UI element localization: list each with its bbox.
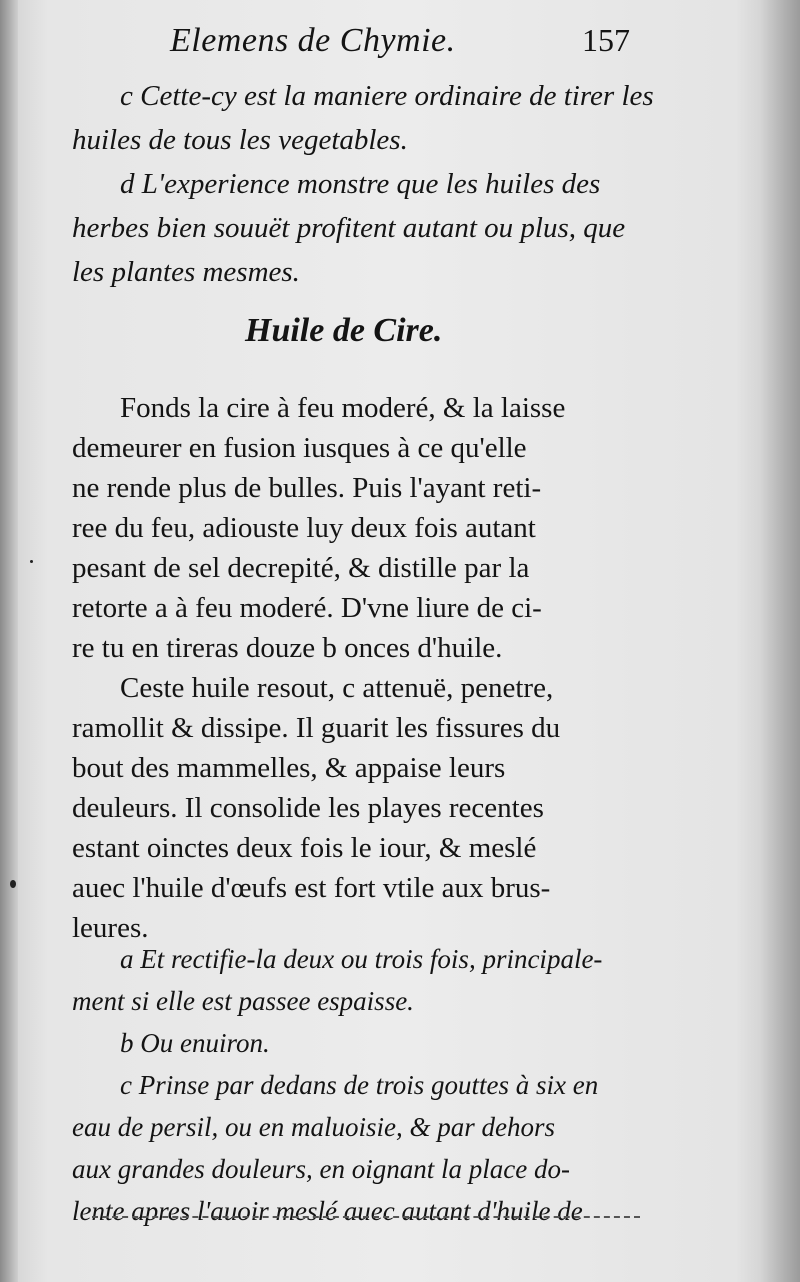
footnote-line: b Ou enuiron. bbox=[120, 1028, 270, 1058]
footnote-line: lente apres l'auoir meslé auec autant d'huile de bbox=[72, 1196, 583, 1226]
body-line: Fonds la cire à feu moderé, & la laisse bbox=[120, 392, 566, 424]
body-line: demeurer en fusion iusques à ce qu'elle bbox=[72, 432, 527, 464]
body-line: ramollit & dissipe. Il guarit les fissures du bbox=[72, 712, 561, 744]
body-line: deuleurs. Il consolide les playes recentes bbox=[72, 792, 544, 824]
body-line: retorte a à feu moderé. D'vne liure de ci- bbox=[72, 592, 542, 624]
body-line: leures. bbox=[72, 912, 149, 944]
body-line: Ceste huile resout, c attenuë, penetre, bbox=[120, 672, 554, 704]
body-line: auec l'huile d'œufs est fort vtile aux brus- bbox=[72, 872, 551, 904]
running-head bbox=[170, 22, 630, 62]
page-number: 157 bbox=[582, 22, 630, 58]
body-line: ne rende plus de bulles. Puis l'ayant reti- bbox=[72, 472, 542, 504]
footnote-line: eau de persil, ou en maluoisie, & par dehors bbox=[72, 1112, 555, 1142]
section-heading: Huile de Cire. bbox=[245, 312, 443, 349]
note-line: les plantes mesmes. bbox=[72, 256, 300, 288]
footnote-line: ment si elle est passee espaisse. bbox=[72, 986, 414, 1016]
body-line: estant oinctes deux fois le iour, & meslé bbox=[72, 832, 537, 864]
footnote-line: a Et rectifie-la deux ou trois fois, principale- bbox=[120, 944, 603, 974]
body-line: re tu en tireras douze b onces d'huile. bbox=[72, 632, 503, 664]
body-line: ree du feu, adiouste luy deux fois autant bbox=[72, 512, 536, 544]
body-text bbox=[72, 388, 662, 948]
footnotes bbox=[72, 938, 662, 1232]
running-title: Elemens de Chymie. bbox=[170, 22, 456, 59]
note-line: c Cette-cy est la maniere ordinaire de tirer les bbox=[120, 80, 654, 112]
body-line: pesant de sel decrepité, & distille par la bbox=[72, 552, 530, 584]
note-line: huiles de tous les vegetables. bbox=[72, 124, 408, 156]
body-line: bout des mammelles, & appaise leurs bbox=[72, 752, 506, 784]
footnote-line: aux grandes douleurs, en oignant la place do- bbox=[72, 1154, 570, 1184]
bottom-rule bbox=[92, 1216, 640, 1218]
ink-blot bbox=[10, 880, 16, 888]
ink-blot bbox=[30, 560, 33, 563]
note-line: herbes bien souuët profitent autant ou plus, que bbox=[72, 212, 626, 244]
footnote-line: c Prinse par dedans de trois gouttes à six en bbox=[120, 1070, 599, 1100]
page-edge-shadow bbox=[760, 0, 800, 1282]
top-notes bbox=[72, 74, 662, 294]
page-spine-shadow bbox=[0, 0, 18, 1282]
note-line: d L'experience monstre que les huiles des bbox=[120, 168, 601, 200]
